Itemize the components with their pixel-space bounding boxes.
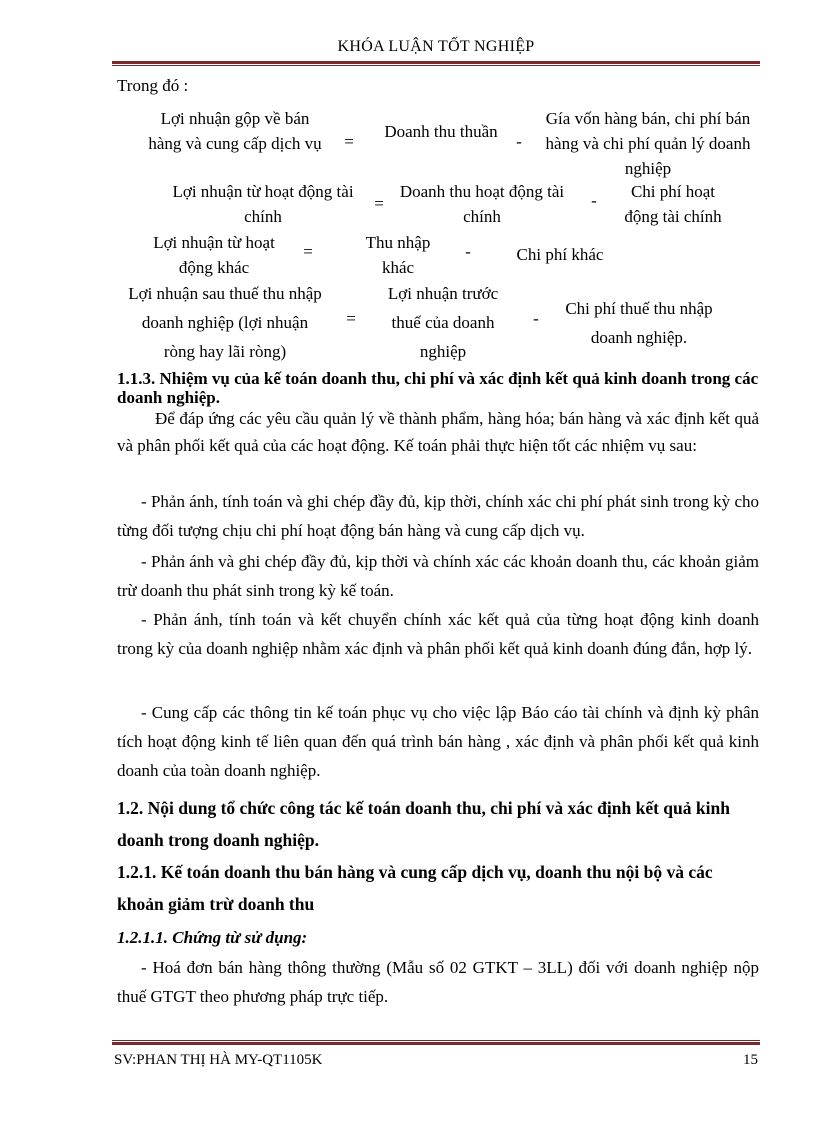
- formula-lhs: Lợi nhuận từ hoạt động khác: [153, 233, 275, 277]
- footer-author: SV:PHAN THỊ HÀ MY-QT1105K: [114, 1052, 323, 1068]
- intro-label: Trong đó :: [117, 76, 189, 95]
- list-item: - Phản ánh và ghi chép đầy đủ, kịp thời và chính xác các khoản doanh thu, các khoản giảm trừ doanh thu phát sinh trong kỳ kế toán.: [117, 552, 759, 600]
- list-item: - Cung cấp các thông tin kế toán phục vụ cho việc lập Báo cáo tài chính và định kỳ phân tích hoạt động kinh tế liên quan đến quá trình bán hàng , xác định và phân phối kết quả kinh doanh của toàn doanh nghiệp.: [117, 703, 759, 780]
- equals-sign: =: [346, 309, 356, 328]
- list-item: - Phản ánh, tính toán và kết chuyển chính xác kết quả của từng hoạt động kinh doanh trong kỳ của doanh nghiệp nhằm xác định và phân phối kết quả kinh doanh đúng đắn, hợp lý.: [117, 610, 759, 658]
- minus-sign: -: [591, 191, 597, 210]
- page-number: 15: [743, 1052, 758, 1068]
- section-heading-1-2-1-1: 1.2.1.1. Chứng từ sử dụng:: [117, 928, 308, 947]
- formula-term-b: Chi phí hoạt động tài chính: [624, 182, 722, 226]
- section-heading-1-2: 1.2. Nội dung tổ chức công tác kế toán doanh thu, chi phí và xác định kết quả kinh doanh trong doanh nghiệp.: [117, 798, 730, 850]
- formula-term-b: Chi phí thuế thu nhập doanh nghiệp.: [565, 299, 713, 347]
- section-heading-1-2-1: 1.2.1. Kế toán doanh thu bán hàng và cung cấp dịch vụ, doanh thu nội bộ và các khoản giảm trừ doanh thu: [117, 862, 713, 914]
- formula-lhs: Lợi nhuận từ hoạt động tài chính: [172, 182, 354, 226]
- formula-lhs: Lợi nhuận gộp về bán hàng và cung cấp dịch vụ: [148, 109, 322, 153]
- formula-term-a: Lợi nhuận trước thuế của doanh nghiệp: [387, 284, 499, 361]
- section-heading-1-1-3: 1.1.3. Nhiệm vụ của kế toán doanh thu, chi phí và xác định kết quả kinh doanh trong các doanh nghiệp.: [117, 369, 759, 407]
- formula-term-a: Thu nhập khác: [365, 233, 431, 277]
- paragraph-1-1-3: Để đáp ứng các yêu cầu quản lý về thành phẩm, hàng hóa; bán hàng và xác định kết quả và phân phối kết quả của các hoạt động. Kế toán phải thực hiện tốt các nhiệm vụ sau:: [117, 409, 759, 455]
- formula-term-a: Doanh thu hoạt động tài chính: [399, 182, 565, 226]
- minus-sign: -: [516, 132, 522, 151]
- footer-rule: [112, 1040, 760, 1045]
- equals-sign: =: [303, 242, 313, 261]
- list-item: - Hoá đơn bán hàng thông thường (Mẫu số 02 GTKT – 3LL) đối với doanh nghiệp nộp thuế GTGT theo phương pháp trực tiếp.: [117, 958, 759, 1006]
- header-rule: [112, 61, 760, 66]
- formula-term-b: Chi phí khác: [516, 245, 604, 264]
- equals-sign: =: [374, 194, 384, 213]
- page-header: KHÓA LUẬN TỐT NGHIỆP: [337, 38, 535, 55]
- minus-sign: -: [465, 242, 471, 261]
- formula-term-b: Gía vốn hàng bán, chi phí bán hàng và chi phí quản lý doanh nghiệp: [545, 109, 751, 178]
- minus-sign: -: [533, 309, 539, 328]
- equals-sign: =: [344, 132, 354, 151]
- formula-lhs: Lợi nhuận sau thuế thu nhập doanh nghiệp (lợi nhuận ròng hay lãi ròng): [128, 284, 322, 361]
- list-item: - Phản ánh, tính toán và ghi chép đầy đủ, kịp thời, chính xác chi phí phát sinh trong kỳ cho từng đối tượng chịu chi phí hoạt động bán hàng và cung cấp dịch vụ.: [117, 492, 759, 540]
- formula-term-a: Doanh thu thuần: [384, 122, 498, 141]
